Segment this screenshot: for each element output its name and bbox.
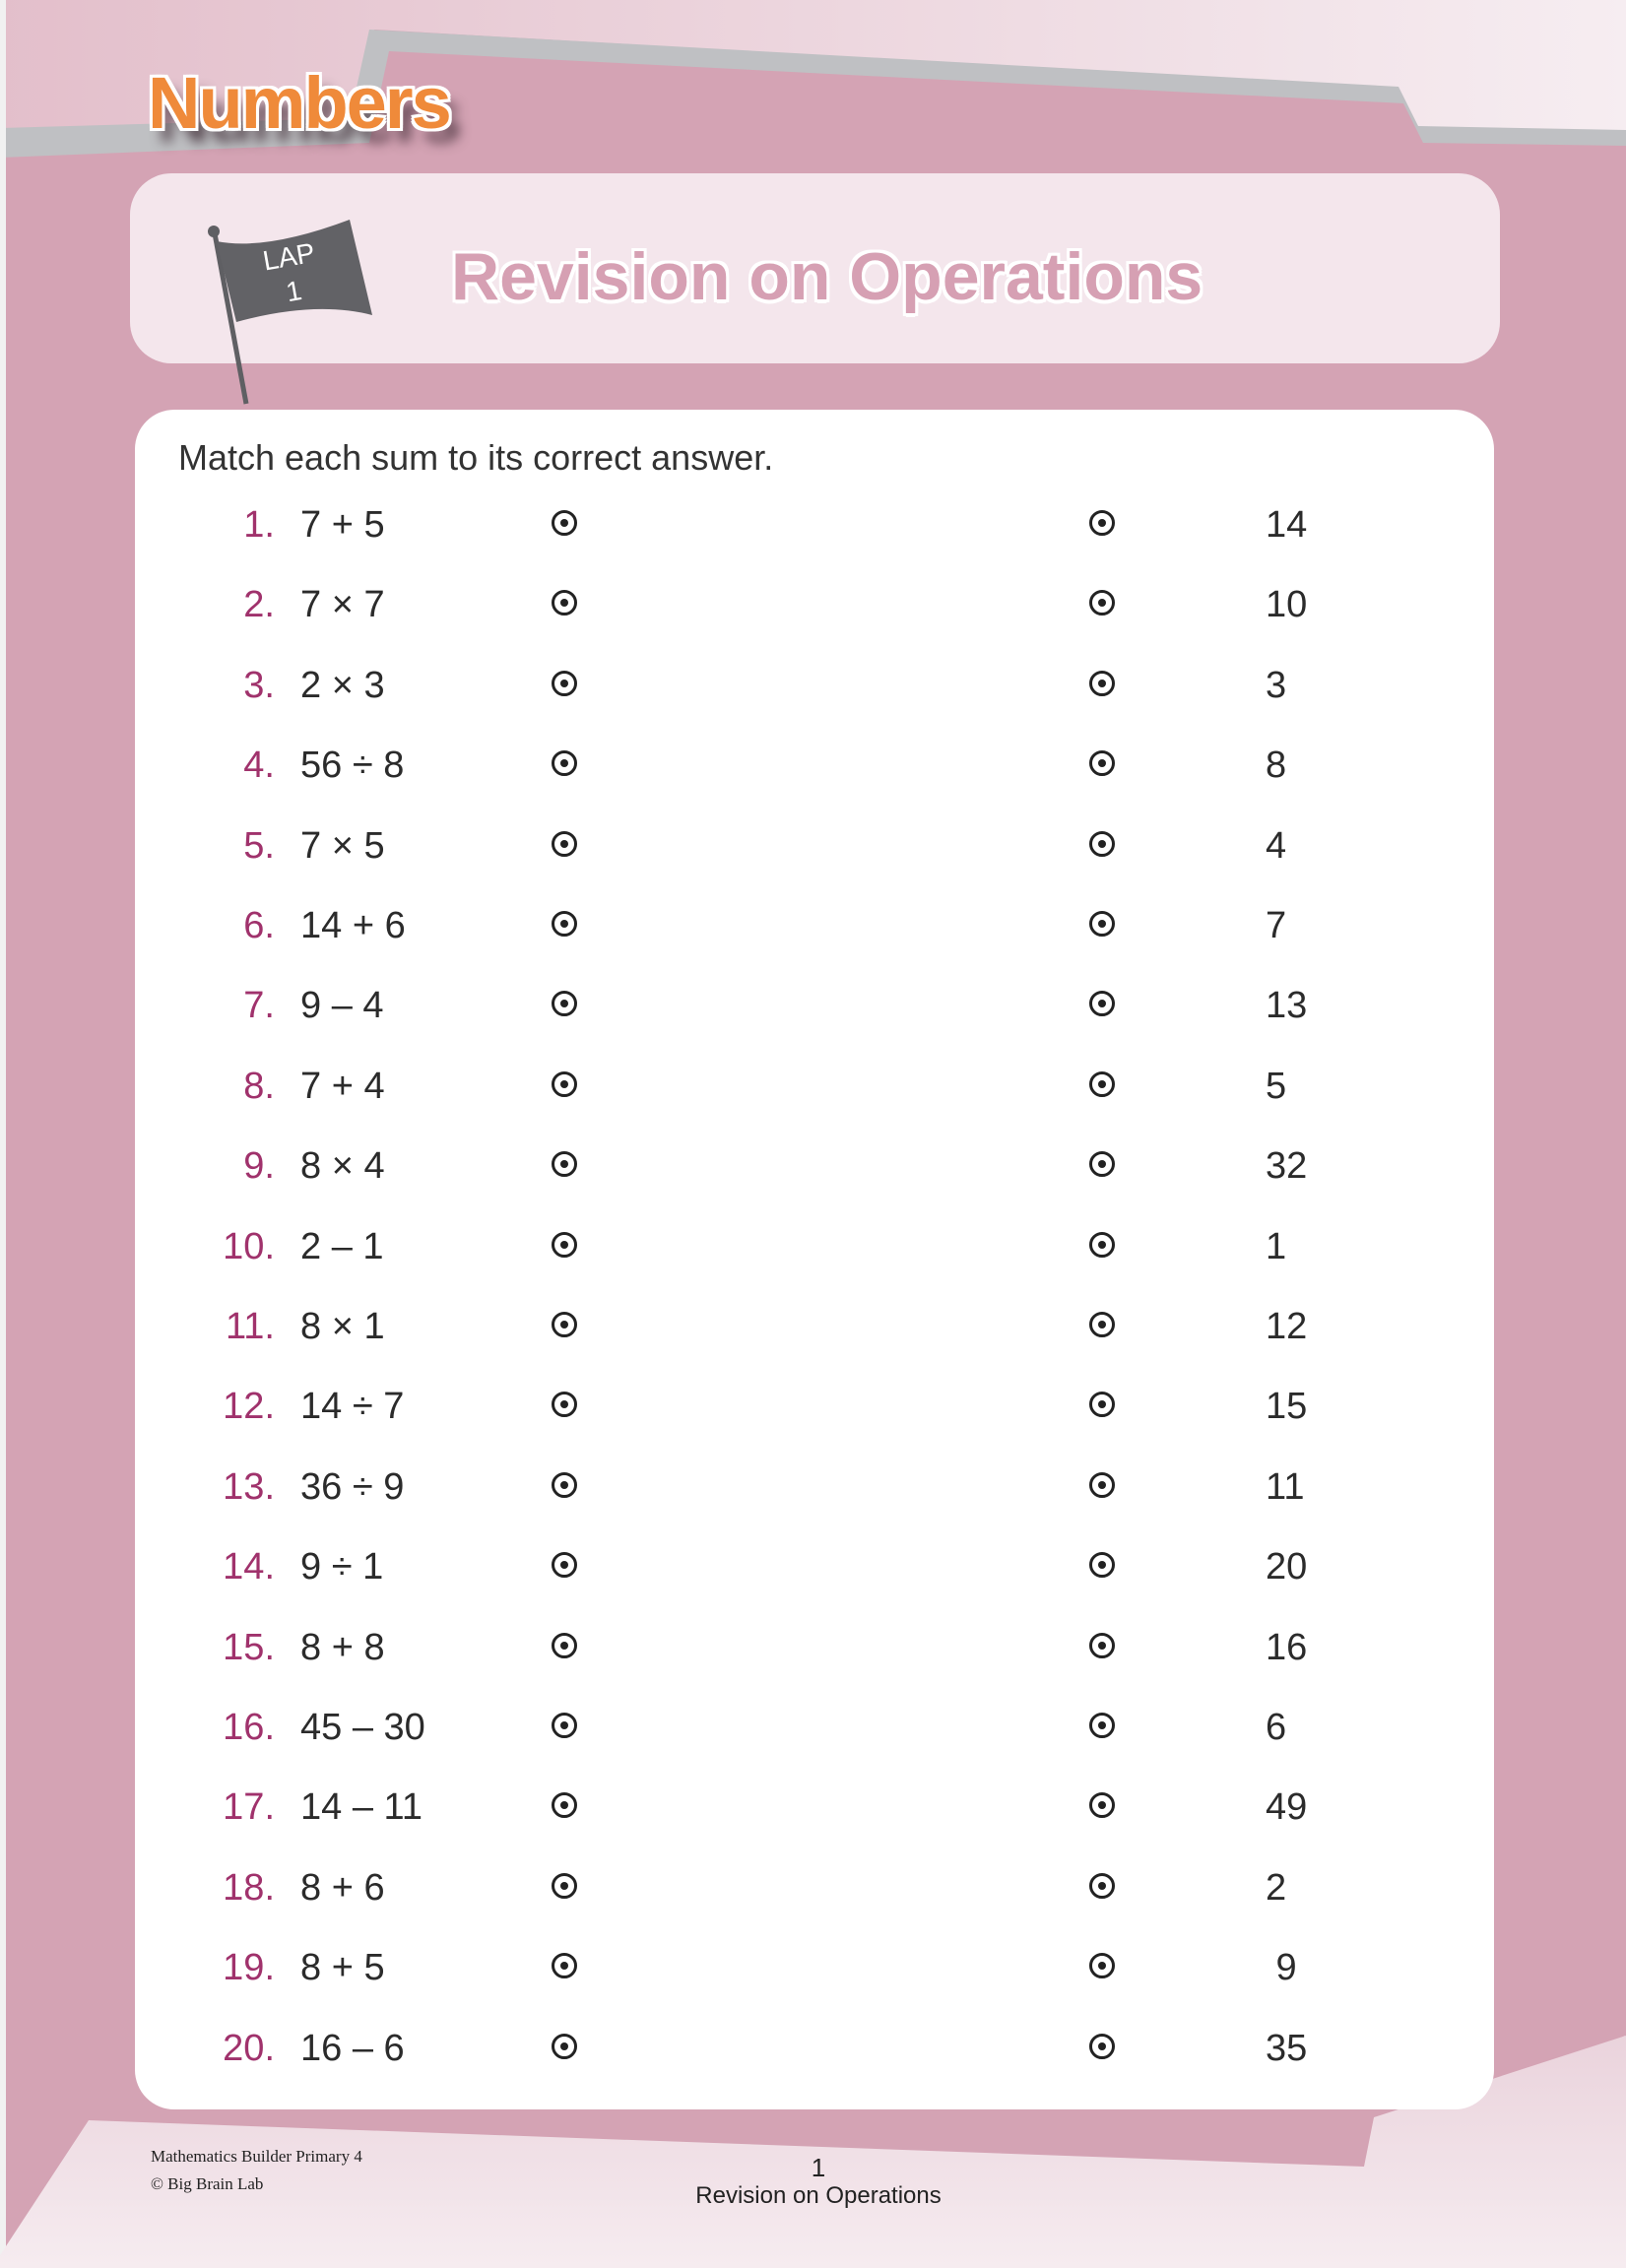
answer-option: 11 [1266, 1465, 1305, 1508]
left-match-dot-icon[interactable] [552, 590, 577, 616]
question-number: 12. [223, 1386, 275, 1428]
left-match-dot-icon[interactable] [552, 2034, 577, 2059]
match-row [0, 825, 1626, 884]
question-expression: 56 ÷ 8 [300, 745, 405, 787]
question-number: 3. [243, 664, 275, 706]
right-match-dot-icon[interactable] [1089, 1713, 1115, 1738]
answer-option: 4 [1266, 824, 1287, 867]
answer-option: 32 [1266, 1145, 1308, 1188]
question-number: 15. [223, 1626, 275, 1668]
left-match-dot-icon[interactable] [552, 1472, 577, 1498]
answer-option: 8 [1266, 745, 1287, 787]
left-match-dot-icon[interactable] [552, 671, 577, 696]
question-number: 11. [225, 1306, 275, 1347]
answer-option: 10 [1266, 584, 1308, 626]
right-match-dot-icon[interactable] [1089, 1633, 1115, 1658]
right-match-dot-icon[interactable] [1089, 510, 1115, 536]
answer-option: 14 [1266, 504, 1308, 546]
match-row [0, 584, 1626, 643]
question-number: 14. [223, 1546, 275, 1588]
lap-number: 1 [283, 275, 304, 308]
question-expression: 7 + 4 [300, 1065, 385, 1107]
section-title: Numbers [148, 62, 450, 144]
question-expression: 8 × 1 [300, 1306, 385, 1347]
match-row [0, 1306, 1626, 1365]
footer-copyright: © Big Brain Lab [151, 2174, 264, 2193]
match-row [0, 745, 1626, 804]
question-expression: 14 ÷ 7 [300, 1386, 405, 1428]
match-row [0, 985, 1626, 1044]
answer-option: 1 [1266, 1225, 1287, 1267]
left-match-dot-icon[interactable] [552, 1392, 577, 1417]
question-number: 2. [243, 584, 275, 626]
question-number: 6. [243, 905, 275, 946]
question-number: 18. [223, 1866, 275, 1909]
question-expression: 36 ÷ 9 [300, 1465, 405, 1508]
left-match-dot-icon[interactable] [552, 1312, 577, 1337]
question-number: 5. [243, 824, 275, 867]
footer-page-title: Revision on Operations [695, 2182, 942, 2209]
answer-option: 49 [1266, 1786, 1308, 1829]
right-match-dot-icon[interactable] [1089, 1873, 1115, 1899]
question-expression: 7 × 7 [300, 584, 385, 626]
match-row [0, 1627, 1626, 1686]
left-match-dot-icon[interactable] [552, 1792, 577, 1818]
question-number: 16. [223, 1707, 275, 1748]
match-row [0, 905, 1626, 964]
right-match-dot-icon[interactable] [1089, 1472, 1115, 1498]
lap-flag-icon [197, 212, 384, 409]
question-number: 9. [243, 1145, 275, 1188]
match-row [0, 1466, 1626, 1525]
question-number: 8. [243, 1065, 275, 1107]
question-expression: 2 – 1 [300, 1225, 384, 1267]
right-match-dot-icon[interactable] [1089, 1071, 1115, 1097]
question-expression: 8 × 4 [300, 1145, 385, 1188]
question-expression: 2 × 3 [300, 664, 385, 706]
answer-option: 9 [1266, 1947, 1297, 1989]
right-match-dot-icon[interactable] [1089, 1552, 1115, 1578]
answer-option: 16 [1266, 1626, 1308, 1668]
left-match-dot-icon[interactable] [552, 1713, 577, 1738]
left-match-dot-icon[interactable] [552, 831, 577, 857]
left-match-dot-icon[interactable] [552, 911, 577, 937]
match-row [0, 2028, 1626, 2087]
question-expression: 8 + 5 [300, 1947, 385, 1989]
answer-option: 12 [1266, 1306, 1308, 1347]
right-match-dot-icon[interactable] [1089, 911, 1115, 937]
answer-option: 7 [1266, 905, 1287, 946]
match-row [0, 1386, 1626, 1445]
question-expression: 8 + 8 [300, 1626, 385, 1668]
answer-option: 3 [1266, 664, 1287, 706]
question-expression: 9 – 4 [300, 985, 384, 1027]
match-row [0, 1786, 1626, 1846]
footer-book-title: Mathematics Builder Primary 4 [151, 2147, 362, 2166]
question-expression: 16 – 6 [300, 2027, 405, 2069]
question-expression: 45 – 30 [300, 1707, 425, 1748]
answer-option: 6 [1266, 1707, 1287, 1748]
answer-option: 35 [1266, 2027, 1308, 2069]
question-expression: 7 + 5 [300, 504, 385, 546]
lap-label: LAP [260, 236, 318, 277]
question-expression: 7 × 5 [300, 824, 385, 867]
question-number: 20. [223, 2027, 275, 2069]
match-row [0, 1707, 1626, 1766]
question-number: 4. [243, 745, 275, 787]
right-match-dot-icon[interactable] [1089, 2034, 1115, 2059]
match-row [0, 1947, 1626, 2006]
answer-option: 5 [1266, 1065, 1287, 1107]
left-match-dot-icon[interactable] [552, 1552, 577, 1578]
match-row [0, 1226, 1626, 1285]
question-expression: 14 – 11 [300, 1786, 423, 1829]
left-match-dot-icon[interactable] [552, 1873, 577, 1899]
right-match-dot-icon[interactable] [1089, 1392, 1115, 1417]
match-row [0, 1145, 1626, 1204]
left-match-dot-icon[interactable] [552, 1151, 577, 1177]
left-match-dot-icon[interactable] [552, 750, 577, 776]
page-number: 1 [811, 2153, 826, 2182]
question-number: 19. [223, 1947, 275, 1989]
question-expression: 14 + 6 [300, 905, 406, 946]
instruction: Match each sum to its correct answer. [178, 437, 774, 478]
left-match-dot-icon[interactable] [552, 1071, 577, 1097]
question-number: 13. [223, 1465, 275, 1508]
question-expression: 9 ÷ 1 [300, 1546, 384, 1588]
question-number: 10. [223, 1225, 275, 1267]
left-match-dot-icon[interactable] [552, 991, 577, 1016]
question-number: 17. [223, 1786, 275, 1829]
lesson-title: Revision on Operations [451, 239, 1203, 314]
match-row [0, 1066, 1626, 1125]
left-match-dot-icon[interactable] [552, 510, 577, 536]
answer-option: 2 [1266, 1866, 1287, 1909]
match-row [0, 504, 1626, 563]
answer-option: 13 [1266, 985, 1308, 1027]
answer-option: 20 [1266, 1546, 1308, 1588]
right-match-dot-icon[interactable] [1089, 1312, 1115, 1337]
right-match-dot-icon[interactable] [1089, 1232, 1115, 1258]
question-expression: 8 + 6 [300, 1866, 385, 1909]
right-match-dot-icon[interactable] [1089, 831, 1115, 857]
right-match-dot-icon[interactable] [1089, 1792, 1115, 1818]
question-number: 1. [243, 504, 275, 546]
right-match-dot-icon[interactable] [1089, 590, 1115, 616]
answer-option: 15 [1266, 1386, 1308, 1428]
right-match-dot-icon[interactable] [1089, 750, 1115, 776]
match-row [0, 665, 1626, 724]
right-match-dot-icon[interactable] [1089, 1151, 1115, 1177]
right-match-dot-icon[interactable] [1089, 991, 1115, 1016]
right-match-dot-icon[interactable] [1089, 671, 1115, 696]
question-number: 7. [243, 985, 275, 1027]
match-row [0, 1867, 1626, 1926]
match-row [0, 1546, 1626, 1605]
right-match-dot-icon[interactable] [1089, 1953, 1115, 1978]
left-match-dot-icon[interactable] [552, 1633, 577, 1658]
left-match-dot-icon[interactable] [552, 1232, 577, 1258]
left-match-dot-icon[interactable] [552, 1953, 577, 1978]
